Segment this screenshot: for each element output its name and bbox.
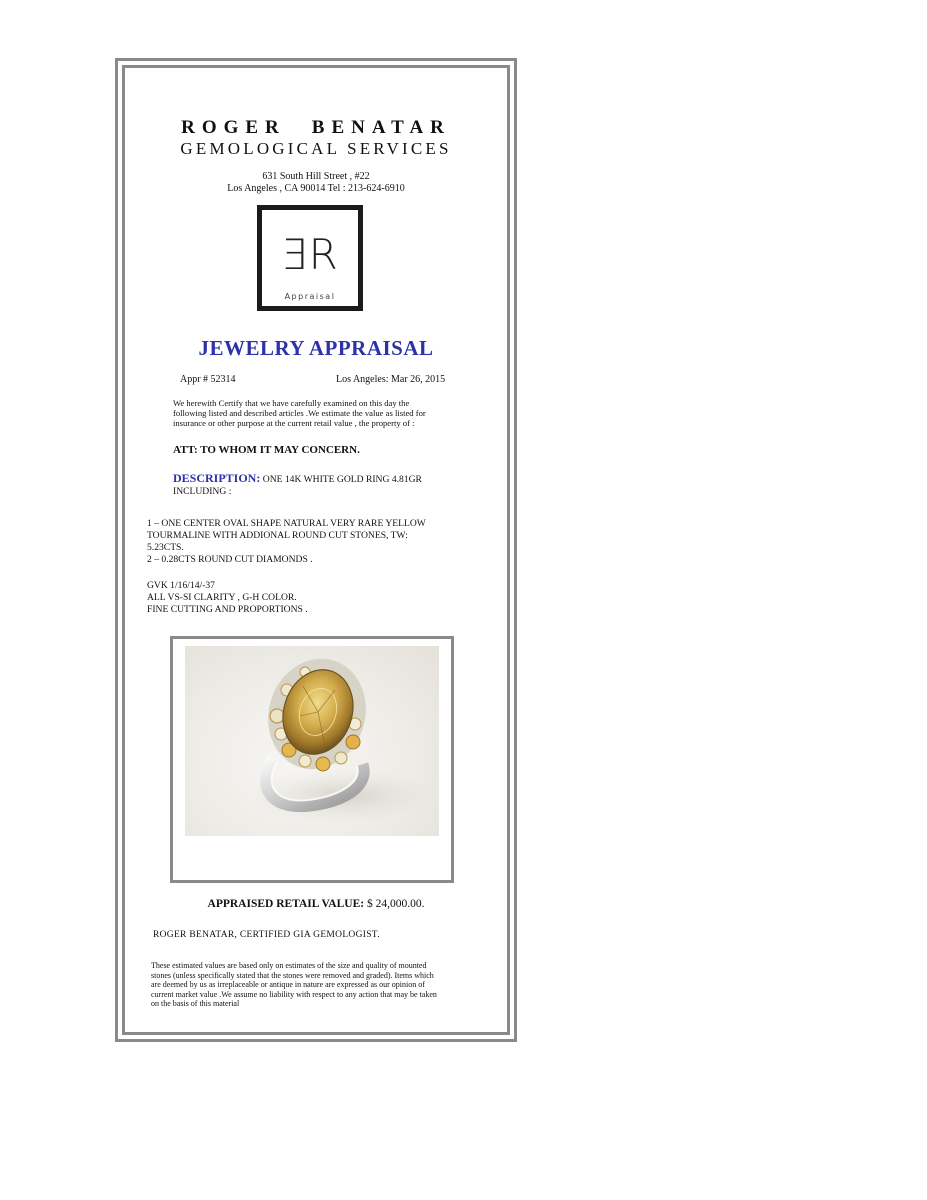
- logo-letter-r: R: [308, 230, 336, 279]
- item-line: 1 – ONE CENTER OVAL SHAPE NATURAL VERY RARE YELLOW: [147, 518, 426, 529]
- ring-illustration: [185, 646, 439, 836]
- address-line-1: 631 South Hill Street , #22: [262, 171, 370, 182]
- grading-notes: [147, 580, 487, 616]
- appraised-value-amount: $ 24,000.00.: [366, 898, 425, 910]
- company-subtitle: GEMOLOGICAL SERVICES: [180, 139, 452, 158]
- disclaimer-line: current market value .We assume no liability with respect to any action that may be taken: [151, 989, 437, 999]
- company-name-last: BENATAR: [311, 117, 451, 138]
- appraised-value-label: APPRAISED RETAIL VALUE:: [207, 898, 365, 910]
- appraised-value: [122, 898, 510, 910]
- place-date: Los Angeles: Mar 26, 2015: [336, 374, 446, 385]
- description-label: DESCRIPTION:: [173, 471, 261, 485]
- document-title: JEWELRY APPRAISAL: [198, 336, 434, 360]
- logo-monogram: [262, 230, 358, 279]
- gemologist-signature: ROGER BENATAR, CERTIFIED GIA GEMOLOGIST.: [153, 930, 380, 940]
- appraisal-number: Appr # 52314: [180, 374, 236, 385]
- disclaimer-line: are deemed by us as irreplaceable or antique in nature are expressed as our opinion of: [151, 980, 425, 990]
- certification-line: We herewith Certify that we have carefully examined on this day the: [173, 398, 410, 408]
- description-text: ONE 14K WHITE GOLD RING 4.81GR: [262, 474, 422, 485]
- disclaimer-line: on the basis of this material: [151, 999, 240, 1009]
- certification-line: following listed and described articles .We estimate the value as listed for: [173, 408, 426, 418]
- grading-line: FINE CUTTING AND PROPORTIONS .: [147, 604, 308, 615]
- item-line: TOURMALINE WITH ADDIONAL ROUND CUT STONES, TW:: [147, 530, 408, 541]
- certification-text: [173, 398, 473, 428]
- address-line-2: Los Angeles , CA 90014 Tel : 213-624-6910: [227, 183, 405, 194]
- disclaimer-line: These estimated values are based only on estimates of the size and quality of mounted: [151, 961, 427, 970]
- grading-line: GVK 1/16/14/-37: [147, 580, 215, 591]
- ring-photo-frame: [170, 636, 454, 883]
- company-name-first: ROGER: [181, 117, 286, 138]
- items-list: [147, 518, 487, 566]
- attention-line: ATT: TO WHOM IT MAY CONCERN.: [173, 444, 360, 456]
- ring-photo: [185, 646, 439, 836]
- item-line: 2 – 0.28CTS ROUND CUT DIAMONDS .: [147, 554, 313, 565]
- disclaimer-text: [151, 961, 481, 1009]
- company-logo: [257, 205, 363, 311]
- logo-caption: Appraisal: [284, 292, 336, 301]
- company-name: [122, 117, 510, 139]
- grading-line: ALL VS-SI CLARITY , G-H COLOR.: [147, 592, 297, 603]
- logo-letter-e: E: [284, 230, 309, 279]
- description-block: [173, 472, 493, 498]
- item-line: 5.23CTS.: [147, 542, 184, 553]
- certification-line: insurance or other purpose at the current retail value , the property of :: [173, 418, 415, 428]
- disclaimer-line: stones (unless specifically stated that the stones were removed and graded). Items which: [151, 970, 434, 980]
- description-continuation: INCLUDING :: [173, 486, 232, 497]
